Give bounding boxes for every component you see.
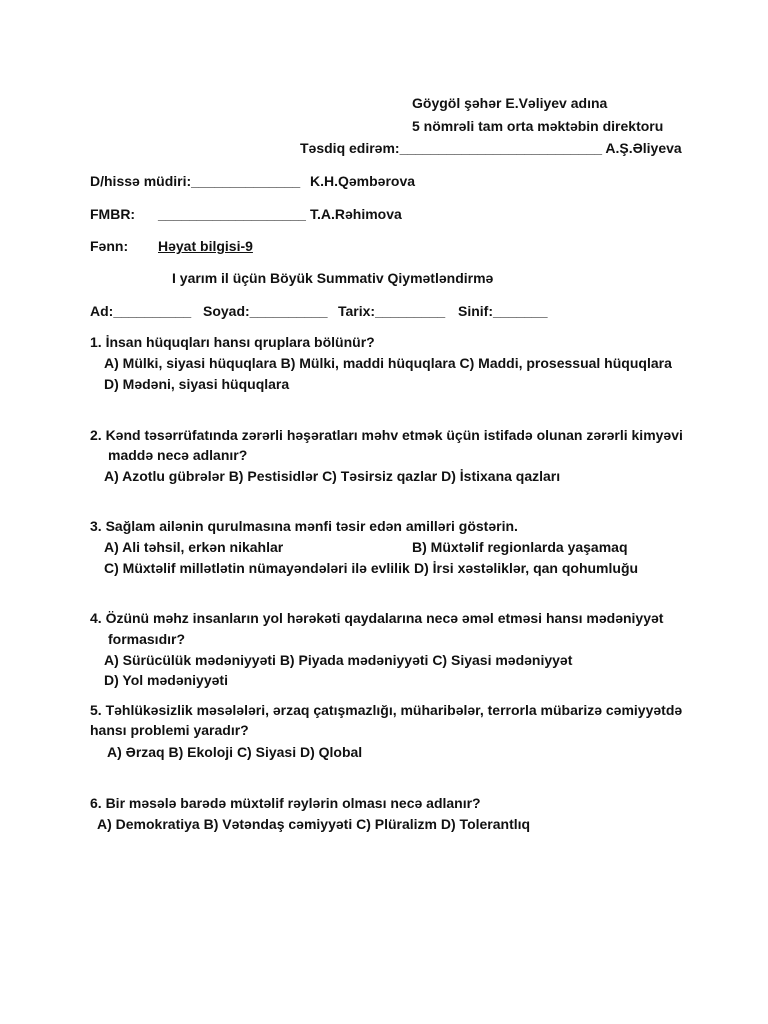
deputy-director-name: K.H.Qəmbərova: [310, 173, 416, 189]
director-line: 5 nömrəli tam orta məktəbin direktoru: [412, 118, 664, 134]
question-3-option-b: B) Müxtəlif regionlarda yaşamaq: [412, 539, 628, 555]
question-1: 1. İnsan hüquqları hansı qruplara bölünür?: [90, 334, 375, 350]
question-1-options-line-1: A) Mülki, siyasi hüquqlara B) Mülki, maddi hüquqlara C) Maddi, prosessual hüquqlara: [104, 355, 672, 371]
question-4-options-line-1: A) Sürücülük mədəniyyəti B) Piyada mədəniyyəti C) Siyasi mədəniyyət: [104, 652, 573, 668]
question-3-option-d: D) İrsi xəstəliklər, qan qohumluğu: [414, 560, 639, 576]
question-2: 2. Kənd təsərrüfatında zərərli həşəratları məhv etmək üçün istifadə olunan zərərli kimyəvi: [90, 427, 683, 443]
question-4-options-line-2: D) Yol mədəniyyəti: [104, 672, 228, 688]
question-4-continued: formasıdır?: [108, 631, 186, 647]
deputy-director-field: D/hissə müdiri:______________: [90, 173, 301, 189]
question-3: 3. Sağlam ailənin qurulmasına mənfi təsir edən amilləri göstərin.: [90, 518, 518, 534]
question-5-continued: hansı problemi yaradır?: [90, 722, 249, 738]
question-5: 5. Təhlükəsizlik məsələləri, ərzaq çatışmazlığı, müharibələr, terrorla mübarizə cəmiyyətdə: [90, 702, 683, 718]
fmbr-label: FMBR:: [90, 206, 136, 222]
question-3-option-a: A) Ali təhsil, erkən nikahlar: [104, 539, 284, 555]
question-5-options: A) Ərzaq B) Ekoloji C) Siyasi D) Qlobal: [107, 744, 363, 760]
subject-value: Həyat bilgisi-9: [158, 238, 253, 254]
question-4: 4. Özünü məhz insanların yol hərəkəti qaydalarına necə əməl etməsi hansı mədəniyyət: [90, 610, 664, 626]
question-1-options-line-2: D) Mədəni, siyasi hüquqlara: [104, 376, 290, 392]
question-6-options: A) Demokratiya B) Vətəndaş cəmiyyəti C) Plüralizm D) Tolerantlıq: [97, 816, 531, 832]
question-3-option-c: C) Müxtəlif millətlətin nümayəndələri ilə evlilik: [104, 560, 410, 576]
exam-title: I yarım il üçün Böyük Summativ Qiymətləndirmə: [172, 270, 494, 286]
class-field: Sinif:_______: [458, 303, 548, 319]
approval-line: Təsdiq edirəm:__________________________ A.Ş.Əliyeva: [300, 140, 682, 156]
question-6: 6. Bir məsələ barədə müxtəlif rəylərin olması necə adlanır?: [90, 795, 481, 811]
student-name-field: Ad:__________: [90, 303, 192, 319]
question-2-continued: maddə necə adlanır?: [108, 447, 248, 463]
fmbr-name: T.A.Rəhimova: [310, 206, 402, 222]
subject-label: Fənn:: [90, 238, 129, 254]
date-field: Tarix:_________: [338, 303, 446, 319]
question-2-options: A) Azotlu gübrələr B) Pestisidlər C) Təsirsiz qazlar D) İstixana qazları: [104, 468, 561, 484]
fmbr-signature-line: ___________________: [158, 206, 306, 222]
school-name-line: Göygöl şəhər E.Vəliyev adına: [412, 95, 608, 111]
student-surname-field: Soyad:__________: [203, 303, 328, 319]
